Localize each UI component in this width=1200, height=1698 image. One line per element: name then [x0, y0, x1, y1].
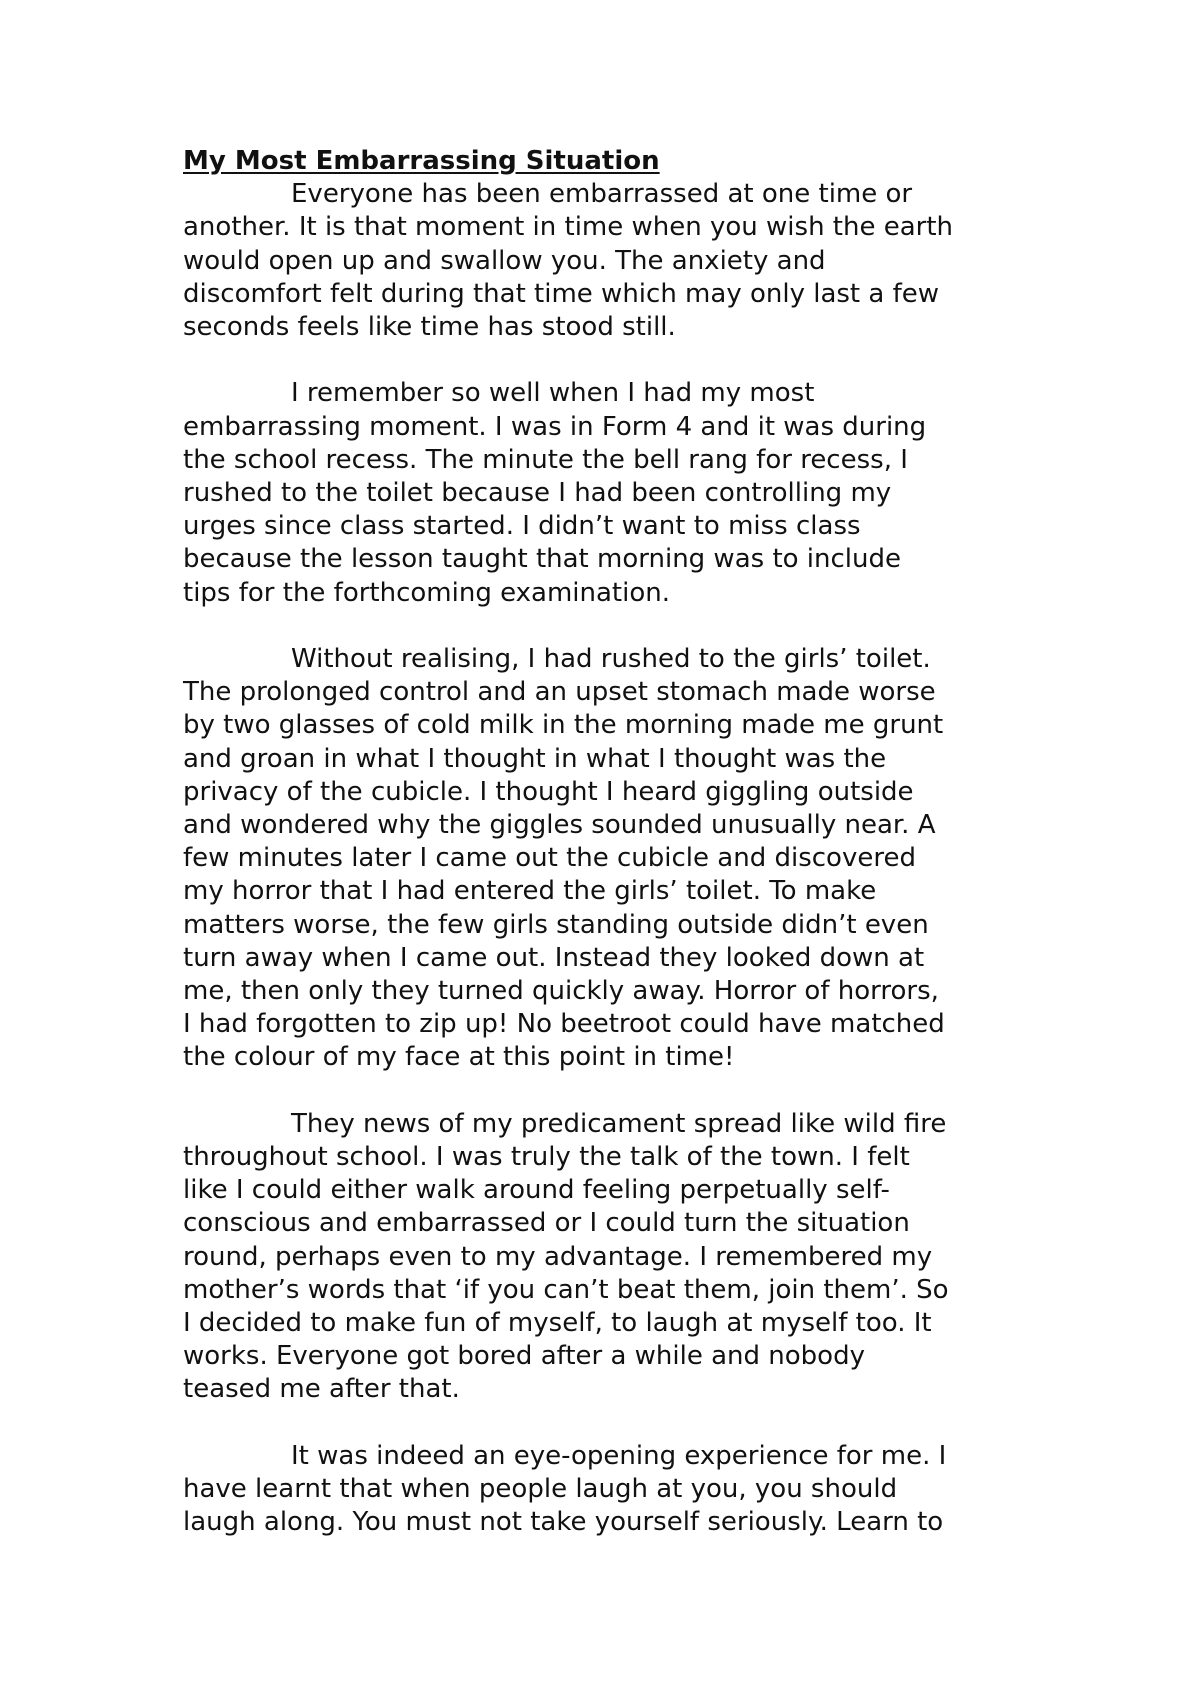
paragraph-line: my horror that I had entered the girls’ toilet. To make — [183, 876, 877, 907]
paragraph-line — [183, 643, 1043, 676]
paragraph-line: works. Everyone got bored after a while and nobody — [183, 1341, 865, 1372]
paragraph-line: I decided to make fun of myself, to laugh at myself too. It — [183, 1308, 932, 1339]
paragraph-line: privacy of the cubicle. I thought I heard giggling outside — [183, 776, 914, 807]
paragraph-line: would open up and swallow you. The anxiety and — [183, 245, 826, 276]
paragraph-line: laugh along. You must not take yourself seriously. Learn to — [183, 1507, 944, 1538]
paragraph-line: another. It is that moment in time when you wish the earth — [183, 212, 954, 243]
paragraph-line: like I could either walk around feeling perpetually self- — [183, 1175, 890, 1206]
paragraph-line: tips for the forthcoming examination. — [183, 577, 670, 608]
paragraph-line — [183, 377, 1043, 410]
document-title: My Most Embarrassing Situation — [183, 146, 660, 176]
paragraph-first-line-text: They news of my predicament spread like wild fire — [291, 1108, 947, 1139]
paragraph-line — [183, 1108, 1043, 1141]
paragraph-line: matters worse, the few girls standing outside didn’t even — [183, 909, 929, 940]
paragraph-line: by two glasses of cold milk in the morning made me grunt — [183, 710, 944, 741]
paragraph-line: mother’s words that ‘if you can’t beat them, join them’. So — [183, 1274, 949, 1305]
paragraph-line: because the lesson taught that morning was to include — [183, 544, 902, 575]
paragraph-line: turn away when I came out. Instead they looked down at — [183, 942, 925, 973]
paragraph-line: me, then only they turned quickly away. Horror of horrors, — [183, 976, 939, 1007]
paragraph — [183, 377, 1043, 609]
paragraph-first-line-text: Everyone has been embarrassed at one time or — [291, 179, 913, 210]
paragraph — [183, 1108, 1043, 1407]
paragraph-line: round, perhaps even to my advantage. I remembered my — [183, 1241, 933, 1272]
paragraph-line: urges since class started. I didn’t want to miss class — [183, 511, 861, 542]
paragraph-first-line-text: I remember so well when I had my most — [291, 378, 815, 409]
paragraph — [183, 643, 1043, 1075]
paragraph-line: the colour of my face at this point in time! — [183, 1042, 735, 1073]
paragraph-line: the school recess. The minute the bell rang for recess, I — [183, 444, 908, 475]
paragraph-line: teased me after that. — [183, 1374, 460, 1405]
paragraph-line: The prolonged control and an upset stomach made worse — [183, 677, 936, 708]
paragraph-line: embarrassing moment. I was in Form 4 and it was during — [183, 411, 927, 442]
paragraphs-container — [183, 178, 1043, 1539]
paragraph — [183, 178, 1043, 344]
paragraph-first-line-text: Without realising, I had rushed to the girls’ toilet. — [291, 644, 931, 675]
paragraph-line: have learnt that when people laugh at you, you should — [183, 1474, 898, 1505]
paragraph-line: throughout school. I was truly the talk of the town. I felt — [183, 1142, 910, 1173]
document-body — [183, 145, 1043, 1573]
paragraph-line: and groan in what I thought in what I thought was the — [183, 743, 887, 774]
paragraph-line: seconds feels like time has stood still. — [183, 312, 676, 343]
paragraph-line: discomfort felt during that time which may only last a few — [183, 278, 940, 309]
paragraph-line: few minutes later I came out the cubicle and discovered — [183, 843, 916, 874]
paragraph-line — [183, 178, 1043, 211]
paragraph — [183, 1440, 1043, 1540]
paragraph-line: and wondered why the giggles sounded unusually near. A — [183, 810, 936, 841]
paragraph-line: I had forgotten to zip up! No beetroot could have matched — [183, 1009, 945, 1040]
paragraph-line: conscious and embarrassed or I could turn the situation — [183, 1208, 910, 1239]
paragraph-line: rushed to the toilet because I had been controlling my — [183, 478, 892, 509]
paragraph-first-line-text: It was indeed an eye-opening experience for me. I — [291, 1440, 947, 1471]
paragraph-line — [183, 1440, 1043, 1473]
